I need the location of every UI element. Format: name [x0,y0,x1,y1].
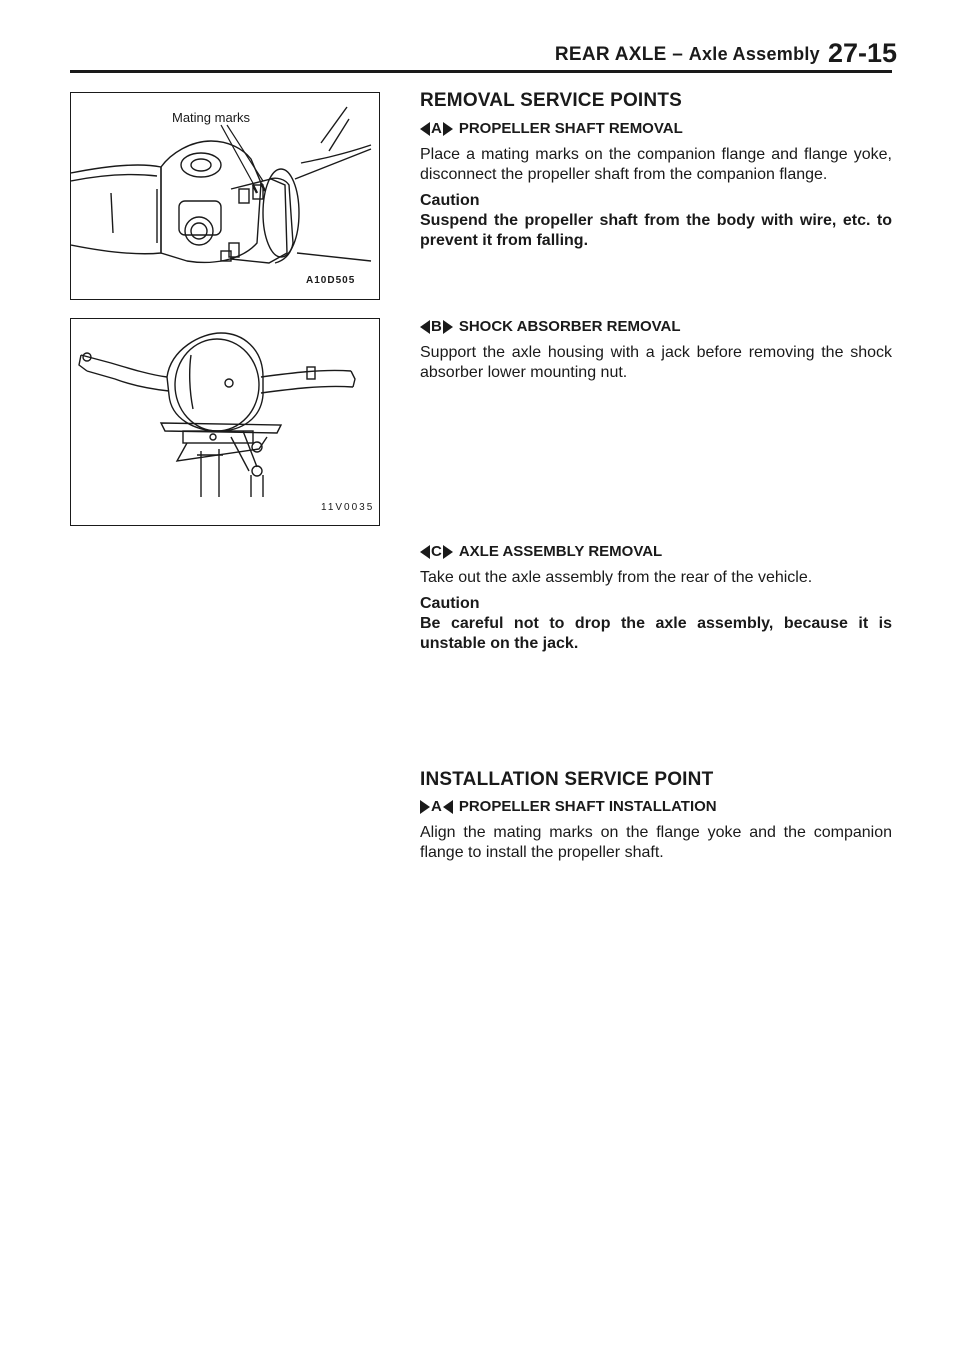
item-title: PROPELLER SHAFT REMOVAL [458,120,683,137]
removal-item-b [420,318,892,383]
installation-heading-block [420,769,892,791]
service-point-mark [420,120,453,137]
page-header [0,0,960,80]
page-number: 27-15 [828,38,898,68]
figure-code: 11V0035 [321,502,375,513]
item-text: Place a mating marks on the companion flange and flange yoke, disconnect the propeller shaft from the companion flange. [420,146,892,183]
mark-letter: B [431,318,442,335]
installation-heading: INSTALLATION SERVICE POINT [420,769,714,790]
triangle-left-icon [443,800,453,814]
header-title [555,44,820,66]
service-point-mark [420,318,453,335]
mark-letter: C [431,543,442,560]
item-title-row [420,798,892,815]
triangle-right-icon [443,320,453,334]
header-dash: – [672,44,684,65]
item-title: SHOCK ABSORBER REMOVAL [458,318,681,335]
axle-jack-illustration [71,319,379,525]
service-point-mark [420,543,453,560]
item-title-row [420,318,892,335]
removal-item-c [420,543,892,654]
triangle-left-icon [420,320,430,334]
removal-heading: REMOVAL SERVICE POINTS [420,90,683,111]
mark-letter: A [431,120,442,137]
item-text: Align the mating marks on the flange yoke and the companion flange to install the propeller shaft. [420,824,892,861]
item-title-row [420,120,892,137]
figure-code: A10D505 [306,275,356,286]
removal-item-a [420,120,892,251]
caution-label: Caution [420,595,480,612]
caution-label: Caution [420,192,480,209]
mark-letter: A [431,798,442,815]
triangle-left-icon [420,122,430,136]
item-title: AXLE ASSEMBLY REMOVAL [458,543,663,560]
figure-propeller-shaft [70,92,380,300]
figure-axle-jack [70,318,380,526]
caution-text: Be careful not to drop the axle assembly, because it is unstable on the jack. [420,615,892,652]
subsection-name: Axle Assembly [688,44,820,64]
caution-text: Suspend the propeller shaft from the body with wire, etc. to prevent it from falling. [420,212,892,249]
item-title: PROPELLER SHAFT INSTALLATION [458,798,717,815]
triangle-left-icon [420,545,430,559]
item-text: Support the axle housing with a jack before removing the shock absorber lower mounting nut. [420,344,892,381]
service-point-mark [420,798,453,815]
triangle-right-icon [443,122,453,136]
header-rule [70,70,892,73]
mating-marks-callout: Mating marks [172,110,251,125]
installation-item-a [420,798,892,863]
item-title-row [420,543,892,560]
section-name: REAR AXLE [554,44,667,65]
removal-heading-block [420,90,892,112]
item-text: Take out the axle assembly from the rear of the vehicle. [420,569,813,586]
triangle-right-icon [443,545,453,559]
triangle-right-icon [420,800,430,814]
